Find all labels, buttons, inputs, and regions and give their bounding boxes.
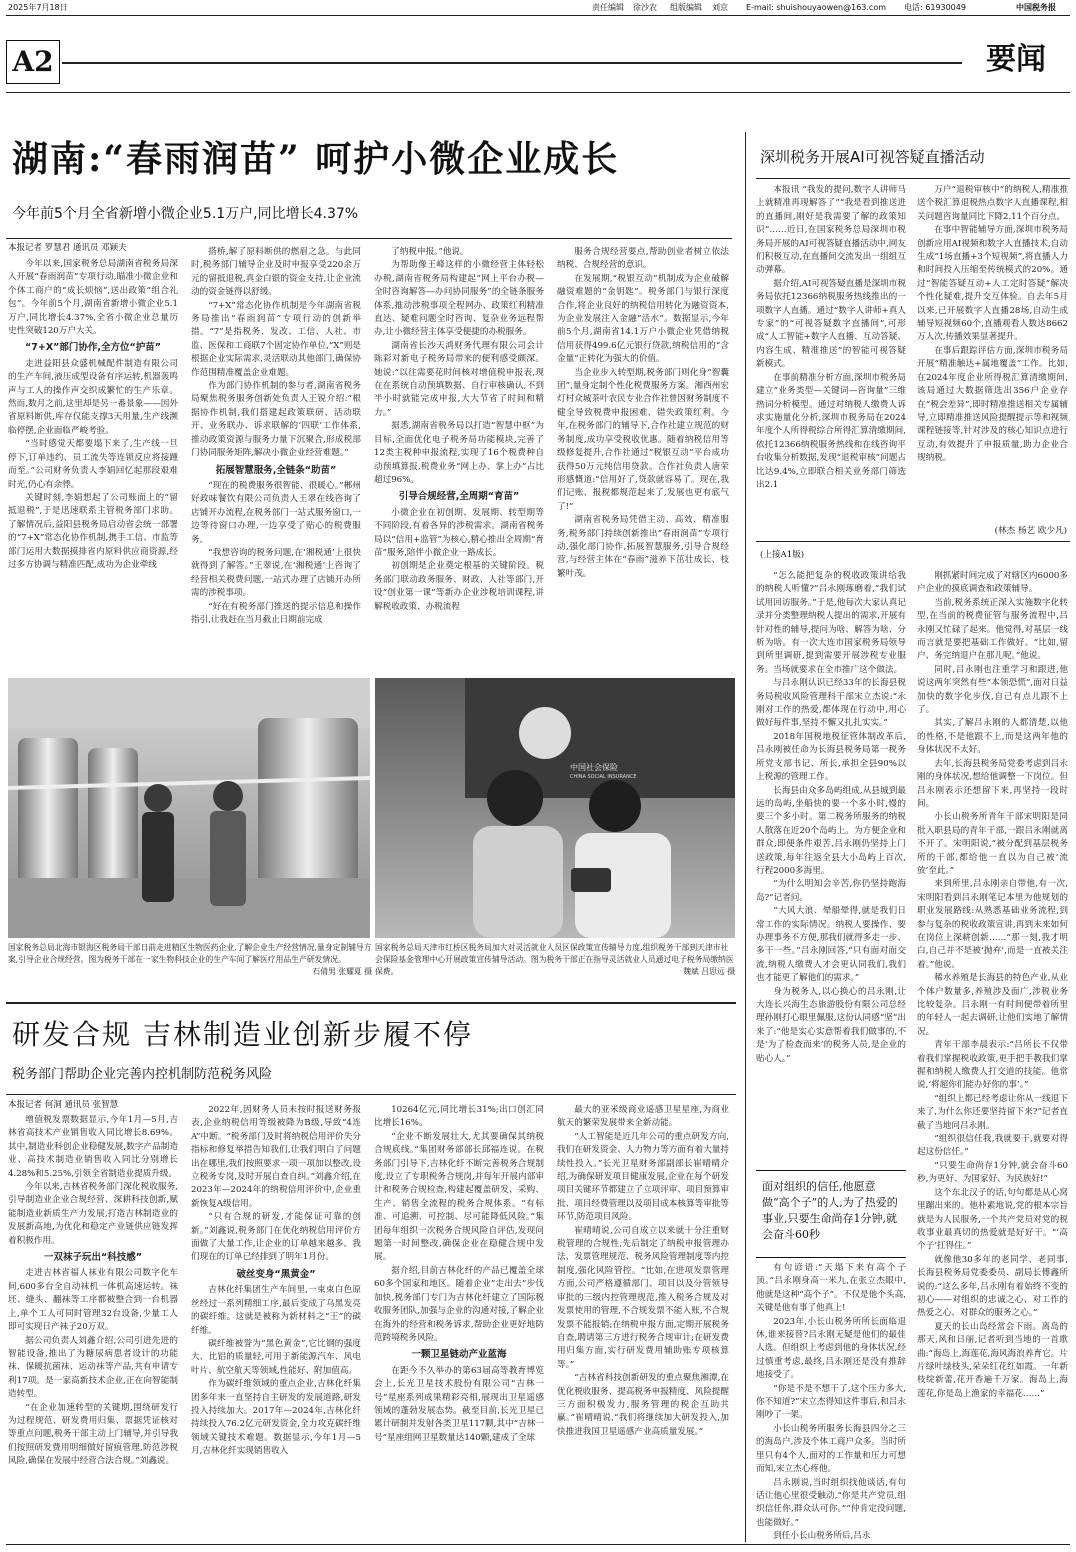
section-subhead: 一颗卫星链动产业蓝海: [411, 1349, 507, 1361]
paragraph: 最大的亚米级商业遥感卫星星座,为商业航天的繁荣发展带来全新动能。: [557, 1105, 729, 1129]
paragraph: 同时,吕永刚也注重学习和跟进,他说这两年突然有些“本领恐慌”,面对日益加快的数字化步伐,自己有点儿跟不上了。: [917, 664, 1068, 716]
paragraph: 夏天的长山岛经常会下雨。离岛的那天,风和日丽,记者听到当地的一首歌曲:“海岛上,海莲花,海风海浪养育它。片片绿叶绿枝头,朵朵红花红如霞。一年新枝绽新蕾,花开香遍千万家。海岛上,海莲花,你是岛上渔家的幸福花……”: [917, 1321, 1068, 1399]
section-subhead: “7+X”部门协作,全方位“护苗”: [25, 342, 161, 354]
paragraph: 在距今不久举办的第63届高等教育博览会上,长光卫星技术股份有限公司“吉林一号”星座系列成果精彩亮相,展现出卫星遥感领域的蓬勃发展态势。截至目前,长光卫星已累计研制并发射各类卫星117颗,其中“吉林一号”星座组网卫星数量达140颗,建成了全球: [374, 1365, 544, 1443]
right-column-2: [917, 184, 1068, 524]
paragraph: 长海县由众多岛屿组成,从县城到最远的岛屿,坐船快的要一个多小时,慢的要三个多小时。第二税务所服务的纳税人散落在近20个岛屿上。为方便企业和群众,即便条件艰苦,吕永刚仍坚持上门送政策,每年往返全县大小岛屿上百次,行程2000多海里。: [756, 785, 906, 876]
cont-column-1b: [756, 1262, 906, 1540]
paragraph: 今年以来,国家税务总局湖南省税务局深入开展“春雨润苗”专项行动,瞄准小微企业和个体工商户的“成长烦恼”,送出政策“组合礼包”。今年前5个月,湖南省新增小微企业5.1万户,同比增长4.37%,全省小微企业总量历史性突破120万户大关。: [8, 259, 178, 337]
paragraph: 初创期是企业奠定根基的关键阶段。税务部门联动政务服务、财政、人社等部门,开设“创业第一课”等新办企业涉税培训课程,讲解税收政策、办税流程: [374, 561, 544, 612]
paragraph: 本报讯 “我发的提问,数字人讲师马上就精准再现解答了”“我是看到推送进的直播间,刚好是我需要了解的政策知识”……近日,在国家税务总局深圳市税务局开展的AI可视答疑直播活动中,网友们积极互动,在直播间交流发出一组组互动弹幕。: [756, 185, 906, 276]
paragraph: 服务合规经营要点,帮助创业者树立依法纳税、合规经营的意识。: [557, 247, 729, 271]
paragraph: 小微企业在初创期、发展期、转型期等不同阶段,有着各异的涉税需求。湖南省税务局以“信用+监管”为核心,精心推出全周期“育苗”服务,陪伴小微企业一路成长。: [374, 507, 544, 558]
lead-column-2: [191, 246, 361, 668]
paragraph: 据公司负责人刘鑫介绍,公司引进先进的智能设备,推出了为糖尿病患者设计的功能袜、保暖抗菌袜、运动袜等产品,共有申请专利17项。是一家高新技术企业,正在向智能制造转型。: [8, 1335, 178, 1400]
header-rule: [6, 15, 1070, 16]
paragraph: 刚抓紧时间完成了对辖区内6000多户企业的摸底调查和政策辅导。: [917, 571, 1068, 595]
right-caption-text: 国家税务总局天津市红桥区税务局加大对灵活就业人员区保政策宣传辅导力度,组织税务干部到天津市社会保险基金管理中心开展政策宣传辅导活动。图为税务干部正在指导灵活就业人员通过电子税务局缴纳医保费。: [375, 943, 734, 976]
right-byline: (林杰 杨艺 欧少凡): [994, 526, 1067, 536]
editor-name: 徐沙农: [633, 3, 657, 12]
paragraph: “为什么明知会辛苦,你仍坚持跑海岛?”记者问。: [756, 879, 906, 903]
paragraph: “7+X”常态化协作机制是今年湖南省税务局推出“春雨润苗”专项行动的创新举措。“7”是指税务、发改、工信、人社、市监、医保和工商联7个固定协作单位,“X”则是根据企业实际需求,灵活联动其他部门,确保协作范围精准覆盖企业难题。: [191, 300, 361, 378]
continued-label: (上接A1版): [760, 550, 805, 560]
column-divider: [745, 132, 746, 1542]
paragraph: “吉林省科技创新研发的重点聚焦湘潭,在优化税收服务、提高税务申报精度、风险提醒三方面积极发力,服务管理的税企互助共赢。”崔晴晴说,“我们将继续加大研发投入,加快推进我国卫星遥感产业高质量发展。”: [557, 1373, 729, 1437]
paragraph: “好在有税务部门推送的提示信息和操作指引,让我赶在当月截止日期前完成: [191, 601, 361, 625]
paragraph: 小长山税务所青年干部宋明阳是同批入职县局的青年干部,一跟吕永刚就离不开了。宋明阳说,“被分配到基层税务所的干部,都给他一直以为自己被‘流放’至此。”: [917, 812, 1068, 876]
paragraph: 当企业步入转型期,税务部门则化身“智囊团”,量身定制个性化税费服务方案。湘西州宏灯村众城茶叶农民专业合作社曾因财务制度不健全导致税费申报困难、错失政策红利。今年,在税务部门的辅导下,合作社建立规范的财务制度,成功享受税收优惠。随着纳税信用等级修复提升,合作社通过“税银互动”平台成功获得50万元纯信用贷款。合作社负责人唐荣形感慨道:“信用好了,贷款就容易了。现在,我们记账、报税都规范起来了,发展也更有底气了!”: [557, 367, 729, 512]
pull-quote: 面对组织的信任,他愿意做“高个子”的人,为了热爱的事业,只要生命尚存1分钟,就会奋斗60秒: [756, 1170, 906, 1258]
second-column-2: [191, 1104, 361, 1540]
paragraph: “只要生命尚存1分钟,就会奋斗60秒,为更好、为国家好、为民族好!”: [917, 1160, 1068, 1185]
right-photo-caption: [375, 942, 735, 992]
paragraph: 今年以来,吉林省税务部门深化税收服务,引导制造业企业合规经营、深耕科技创新,赋能制造业新质生产力发展,打造吉林制造业的发展新高地,为优化和稳定产业链供应链发挥着积极作用。: [8, 1182, 178, 1246]
paragraph: 就像他30多年的老同学、老同事,长海县税务局党委委员、副局长傅鑫所说的:“这么多年,吕永刚有着始终不变的初心——对组织的忠诚之心、对工作的热爱之心、对群众的服务之心。”: [917, 1254, 1068, 1319]
footer-rule: [6, 1544, 1070, 1545]
photo-social-insurance: [375, 678, 735, 938]
paragraph: 青年干部李晨表示:“吕所长不仅带着我们掌握税收政策,更手把手教我们掌握和纳税人缴费人打交道的技能。他常说,‘将超你们能办好你的事’。”: [917, 1040, 1068, 1091]
paragraph: 湖南省税务局凭借主动、高效、精准服务,税务部门持续创新推出“春雨润苗”专项行动,强化部门协作,拓展智慧服务,引导合规经营,与经营主体在“春雨”滋养下茁壮成长、枝繁叶茂。: [557, 515, 729, 579]
paragraph: 在事前精准分析方面,深圳市税务局建立“业务类型—关键词—咨询量”三维热词分析模型。通过对纳税人缴费人诉求实施量化分析,深圳市税务局在2024年度个人所得税综合所得汇算清缴期间,依托12366纳税服务热线和在线咨询平台收集分析数据,发现“退税审核”问题占比达9.4%,立即联合相关业务部门筛选出2.1: [756, 372, 906, 490]
second-headline: 研发合规 吉林制造业创新步履不停: [12, 1018, 473, 1051]
paper-name: 中国税务报: [1016, 3, 1056, 12]
section-subhead: 拓展智慧服务,全链条“助苗”: [215, 464, 337, 476]
paragraph: 当前,税务系统正深入实施数字化转型,在当前的税费征管与服务流程中,吕永刚又忙碌了起来。他觉得,对基层一线而言就是要把基础工作做好。“比如,留户、务完纳退户在那儿呢。”他说。: [917, 597, 1068, 662]
layout-name: 刘京: [712, 3, 728, 12]
section-subhead: 一双袜子玩出“科技感”: [44, 1252, 142, 1264]
paragraph: “大风大浪、晕船晕得,就是我们日常工作的实际情况。纳税人要操作、要办理事务不方便,那我们就得多走一步、多干一些。”吕永刚回答,“只有面对面交流,纳税人缴费人才会更认同我们,我们也才能更了解他们的需求。”: [756, 906, 906, 984]
lead-subhead: 今年前5个月全省新增小微企业5.1万户,同比增长4.37%: [12, 206, 359, 222]
right-rule: [756, 178, 1070, 179]
paragraph: 2018年国税地税征管体制改革后,吕永刚被任命为长海县税务局第一税务所党支部书记、所长,承担全县90%以上税源的管理工作。: [756, 731, 906, 783]
paragraph: 10264亿元,同比增长31%;出口创汇同比增长16%。: [374, 1105, 544, 1129]
left-photo-caption: [8, 942, 372, 992]
paragraph: 为帮助像王峰这样的小微经营主体轻松办税,湖南省税务局构建起“网上平台办税—全时咨询解答—办问协同服务”的全链条服务体系,推动涉税事项全程网办、政策红利精准直达、疑难问题全时咨询、复杂业务远程帮办,让小微经营主体享受便捷的办税服务。: [374, 260, 544, 338]
photo-biotech-workshop: [8, 678, 370, 938]
paragraph: 稀水养殖是长海县的特色产业,从业个体户数量多,养殖涉及面广,涉税业务比较复杂。吕永刚一有时间便带着所里的年轻人一起去调研,让他们实地了解情况。: [917, 973, 1068, 1037]
paragraph: 身为税务人,以心换心的吕永刚,让大连长兴海生态旅游股份有限公司总经理孙刚打心眼里佩服,这份认同感“坚”出来了:“他是实心实意帮着我们做事的,不是‘为了检查而来’的税务人员,是企业的贴心人。”: [756, 986, 906, 1064]
cont-column-2: [917, 570, 1068, 1540]
paragraph: 到任小长山税务所后,吕永: [773, 1531, 871, 1540]
lead-column-1: [8, 258, 178, 668]
section-subhead: 破丝变身“黑黄金”: [236, 1268, 316, 1280]
paragraph: “在企业加速转型的关键期,围绕研发行为过程规范、研发费用归集、票据凭证核对等重点问题,税务干部主动上门辅导,并引导我们按照研发费用明细做好留痕管理,防范涉税风险,确保在发展中经营合法合规。”刘鑫说。: [8, 1402, 178, 1467]
paragraph: 来到所里,吕永刚亲自带他,有一次,宋明阳看到吕永刚笔记本里为他规划的职业发展路线:从熟悉基础业务流程,到参与复杂的税收政策宣讲,再到未来如何在岗位上深耕创新……“那一刻,我才明白,自己并不是被‘抛弃’,而是一直被关注着。”他说。: [917, 879, 1068, 970]
paragraph: 在事后跟踪评估方面,深圳市税务局开展“精准触达+属地覆盖”工作。比如,在2024年度企业所得税汇算清缴期间,该局通过大数据筛选出356户企业存在“税会差异”,即时精准推送相关专属辅导,立即精准推送风险提醒提示等和视频课程链接等,针对涉及的核心知识点进行互动,有效提升了申报质量,助力企业合规纳税。: [917, 345, 1068, 464]
paragraph: “组织上都已经考虑让你从一线退下来了,为什么你还要坚持留下来?”记者直截了当地问吕永刚。: [917, 1093, 1068, 1131]
paragraph: “人工智能是近几年公司的重点研发方向,我们在研发资金、人力物力等方面有着大量持续性投入。”长光卫星财务部副部长崔晴晴介绍,为确保研发项目健康发展,企业在每个研发项目关键环节都建立了立项评审、项目预算审批、项目经费管理以及项目成本核算等审批等环节,防范项目风险。: [557, 1131, 729, 1223]
section-title: 要闻: [986, 42, 1046, 77]
paragraph: 有句谚语:“天塌下来有高个子顶。”吕永刚身高一米九,在张立杰眼中,他就是这种“高个子”。不仅是他个头高,关键是他有事了他真上!: [756, 1263, 906, 1314]
lead-column-3: [374, 246, 544, 668]
section-rule: [62, 62, 962, 64]
paragraph: 去年,长海县税务局党委考虑到吕永刚的身体状况,想给他调整一下岗位。但吕永刚表示还想留下来,再坚持一段时间。: [917, 758, 1068, 809]
paragraph: 湖南省长沙天鸿财务代理有限公司会计陈彩对新电子税务局带来的便利感受颇深。她说:“以往需要花时间核对增值税申报表,现在在系统自动预填数据、自行审核确认,不到半小时就能完成申报,大大节省了时间和精力。”: [374, 340, 544, 418]
paragraph: 与吕永刚认识已经33年的长海县税务局税收风险管理科干部宋立杰说:“永刚对工作的热爱,都体现在行动中,用心做好每件事,坚持不懈又扎扎实实。”: [756, 678, 906, 729]
paragraph: “组织很信任我,我就要干,就要对得起这份信任。”: [917, 1134, 1068, 1158]
paragraph: “只有合规的研发,才能保证可靠的创新。”刘鑫说,税务部门在优化纳税信用评价方面做了大量工作,让企业的订单越来越多。我们现在的订单已经排到了明年1月份。: [191, 1212, 361, 1263]
right-column-1: [756, 184, 906, 534]
paragraph: 吉林化纤集团生产车间里,一束束白色原丝经过一系列精细工序,最后变成了乌黑发亮的碳纤维。这就是被称为新材料之“王”的碳纤维。: [191, 1285, 361, 1336]
second-column-3: [374, 1104, 544, 1540]
paragraph: 关键时刻,李娟想起了公司账面上的“留抵退税”,于是迅速联系主管税务部门求助。了解情况后,益阳县税务局启动省会统一部署的“7+X”常态化协作机制,携手工信、市监等部门运用大数据摸排省内原料供应商资源,经过多方协调与精准匹配,成功为企业牵线: [8, 492, 178, 570]
paragraph: “你是不是不想干了,这个压力多大,你不知道?”宋立杰得知这件事后,和吕永刚吵了一架。: [756, 1383, 906, 1421]
paragraph: 吕永刚说,当时组织找他谈话,有句话让他心里很受触动,“你是共产党员,组织信任你,群众认可你。”“仲肯定没问题,也能做好。”: [756, 1477, 906, 1528]
right-photo-credit: 魏斌 吕思远 摄: [683, 967, 735, 976]
page-number: A2: [6, 40, 60, 84]
lead-headline: 湖南:“春雨润苗” 呵护小微企业成长: [12, 138, 620, 180]
editor-label: 责任编辑: [592, 3, 624, 12]
section-subhead: 引导合规经营,全周期“育苗”: [398, 491, 520, 503]
layout-label: 组版编辑: [670, 3, 702, 12]
left-caption-text: 国家税务总局北海市银海区税务局干部日前走进精区生物医药企业,了解企业生产经营情况,量身定制辅导方案,引导企业合规经营。图为税务干部在一家生物科技企业的生产车间了解医疗用品生产研发情况。: [8, 943, 372, 964]
paragraph: 这个东北汉子的话,句句都是从心窝里蹦出来的。他朴素地说,党的根本宗旨就是为人民服务,一个共产党员对党的税收事业最真切的热爱就是好好干。“‘高个子’扛得住。”: [917, 1187, 1068, 1252]
section-underline: [6, 92, 1070, 93]
right-bottom-rule: [756, 541, 1070, 542]
paragraph: 2022年,因财务人员未按时报送财务报表,企业纳税信用等级被降为B级,导致“4连A”中断。“税务部门及时将纳税信用评价失分指标和修复举措告知我们,让我们明白了问题出在哪里,我们按照要求一项一项加以整改,设立税务专岗,及时开展自查自纠。”刘鑫介绍,在2023年—2024年的纳税信用评价中,企业重新恢复A级信用。: [191, 1105, 361, 1209]
paragraph: 其实,了解吕永刚的人都清楚,以他的性格,不是他跟不上,而是这两年他的身体状况不太好。: [917, 718, 1068, 756]
sign-text-en: CHINA SOCIAL INSURANCE: [570, 774, 637, 780]
second-subhead: 税务部门帮助企业完善内控机制防范税务风险: [12, 1067, 273, 1082]
paragraph: 在事中智能辅导方面,深圳市税务局创新应用AI视频和数字人直播技术,自动生成“1场直播+3个短视频”,将直播人力和时间投入压缩至传统模式的20%。通过“智能答疑互动+人工定时答疑”解决个性化疑难,提升交互体验。自去年5月以来,已开展数字人直播28场,自动生成辅导短视频60个,直播观看人数达8662万人次,传播效果显著提升。: [917, 225, 1068, 343]
lead-byline: 本报记者 罗慧君 通讯员 邓颖夫: [8, 243, 127, 253]
paragraph: 据悉,湖南省税务局以打造“智慧中枢”为目标,全面优化电子税务局功能模块,完善了12类主税种申报流程,实现了16个税费种自动预填算报,税费业务“网上办、掌上办”占比超过96%。: [374, 421, 544, 485]
paragraph: “我想咨询的税务问题,在‘湘税通’上很快就得到了解答。”王翠说,在‘湘税通’上咨询了经营相关税费问题,一站式办理了店铺开办所需的涉税事项。: [191, 547, 361, 599]
sign-text: 中国社会保险: [570, 763, 618, 772]
editor-email: E-mail: shuishouyaowen@163.com: [746, 3, 887, 12]
paragraph: “企业不断发展壮大,尤其要确保其纳税合规底线。”集团财务部部长邱福连说。在税务部门引导下,吉林化纤不断完善税务合规制度,设立了专职税务合规岗,并每年开展内部审计和税务合规检查,构建起覆盖研发、采购、生产、销售全流程的税务合规体系。“有标准、可追溯、可控制、尽可能降低风险。”集团每年组织一次税务合规风险自评估,发现问题第一时间整改,确保企业在稳健合规中发展。: [374, 1131, 544, 1263]
paragraph: 碳纤维被誉为“黑色黄金”,它比钢的强度大、比铝的质量轻,可用于新能源汽车、风电叶片、航空航天等领域,性能好、附加值高。: [191, 1338, 361, 1376]
lead-rule: [6, 238, 732, 239]
issue-date: 2025年7月18日: [8, 3, 68, 12]
second-column-1: [8, 1114, 178, 1540]
cont-column-1: [756, 570, 906, 1164]
right-headline: 深圳税务开展AI可视答疑直播活动: [760, 148, 985, 166]
left-photo-credit: 石倩男 张耀夏 摄: [312, 967, 372, 976]
paragraph: 在发展期,“税银互动”机制成为企业破解融资难题的“金钥匙”。税务部门与银行深度合作,将企业良好的纳税信用转化为融资资本,为企业发展注入金融“活水”。数据显示,今年前5个月,湖南省14.1万户小微企业凭借纳税信用获得499.6亿元银行贷款,纳税信用的“含金量”正转化为强大的价值。: [557, 273, 729, 365]
paragraph: 作为部门协作机制的参与者,湖南省税务局聚焦税务服务创新处负责人王锐介绍:“根据协作机制,我们搭建起政策联研、活动联开、业务联办、诉求联解的‘四联’工作体系,推动政策资源与服务力量下沉聚合,形成税部门协同服务矩阵,解决小微企业经营难题。”: [191, 381, 361, 459]
second-byline: 本报记者 何洞 通讯员 张智慧: [8, 1100, 119, 1110]
paragraph: 崔晴晴说,公司自成立以来就十分注重财税管理的合规性,先后制定了纳税申报管理办法、发票管理规范、税务风险管理制度等内控制度,强化风险管控。“比如,在进项发票管理方面,公司严格遵循部门、项目以及分管领导审批的三级内控管理规范,推入税务合规及对发票使用的管理,不合规发票不能入账,不合规发票不能报销;在纳税申报方面,定期开展税务自查,聘请第三方进行税务合规审计;在研发费用归集方面,实行研发费用辅助账专项核算等。”: [557, 1225, 729, 1370]
paragraph: “现在的税费服务很智能、很暖心。”郴州好政味餐饮有限公司负责人王翠在线咨询了店铺开办流程,在税务部门一站式服务窗口,一边等待窗口办理,一边享受了贴心的税费服务。: [191, 480, 361, 545]
second-top-rule: [6, 1002, 736, 1004]
paragraph: 搭桥,解了原料断供的燃眉之急。与此同时,税务部门辅导企业及时申报享受220余万元的留抵退税,真金白银的资金支持,让企业流动的资金链得以舒缓。: [191, 247, 361, 298]
paragraph: 据介绍,目前吉林化纤的产品已覆盖全球60多个国家和地区。随着企业“走出去”步伐加快,税务部门专门为吉林化纤建立了国际税收服务团队,加强与企业的沟通对接,了解企业在海外的经营和税务诉求,帮助企业更好地防范跨境税务风险。: [374, 1265, 544, 1343]
paragraph: 2023年,小长山税务所所长面临退休,谁来接替?吕永刚无疑是他们的最佳人选。但组织上考虑到他的身体状况,经过慎重考虑,最终,吕永刚还是没有推辞地接受了。: [756, 1316, 906, 1381]
paragraph: “怎么能把复杂的税收政策讲给我的纳税人听懂?”吕永刚琢磨着,“我们试试用回访服务。”于是,他每次大家认真记录并分类整理纳税人提出的需求,开展有针对性的辅导,提问为啥、解答为啥、分析为啥。有一次大连市国家税务局领导到所里调研,提到需要开展涉税专业服务。当场就要求在全市推广这个做法。: [756, 571, 906, 675]
paragraph: 走进吉林省福人袜业有限公司数字化车间,600多台全自动袜机一体机高速运转。袜坯、缝头、翻袜等工序都被整合到一台机器上,单个工人可同时管理32台设备,少量工人即可实现日产袜子20万双。: [8, 1268, 178, 1333]
paragraph: 万户“退税审核中”的纳税人,精准推送个税汇算退税热点数字人直播课程,相关问题咨询量同比下降2.11个百分点。: [917, 185, 1068, 222]
paragraph: “当时感觉天都要塌下来了,生产线一旦停下,订单违约、员工流失等连锁反应将接踵而至。”公司财务负责人李娟回忆起那段艰难时光,仍心有余悸。: [8, 439, 178, 490]
paragraph: 增值税发票数据显示,今年1月—5月,吉林省高技术产业销售收入同比增长8.69%。其中,制造业科创企业稳健发展,数字产品制造业、高技术制造业销售收入同比分别增长4.28%和5.25%,引领全省制造业提质升级。: [8, 1115, 178, 1179]
second-rule: [6, 1094, 736, 1095]
lead-column-4: [557, 246, 729, 668]
editor-phone: 电话: 61930049: [904, 3, 966, 12]
paragraph: 走进益阳县众盛机械配件制造有限公司的生产车间,液压成型设备有序运转,机器轰鸣声与工人的操作声交织成繁忙的生产乐章。然而,数月之前,这里却是另一番景象——因外省原料断供,库存仅能支撑3天用量,生产线濒临停摆,企业面临严峻考验。: [8, 358, 178, 436]
paragraph: 作为碳纤维领域的重点企业,吉林化纤集团多年来一直坚持自主研发的发展道路,研发投入持续加大。2017年—2024年,吉林化纤持续投入76.2亿元研发资金,全力攻克碳纤维领域关键技术难题。数据显示,今年1月—5月,吉林化纤实现销售收入: [191, 1379, 361, 1457]
paragraph: 了纳税申报。”他说。: [391, 247, 469, 257]
second-column-4: [557, 1104, 729, 1540]
paragraph: 小长山税务所服务长海县四分之三的海岛户,涉及个体工商户众多。当时所里只有4个人,面对的工作量和压力可想而知,宋立杰心疼他。: [756, 1423, 906, 1475]
paragraph: 据介绍,AI可视答疑直播是深圳市税务局依托12366纳税服务热线推出的一项数字人直播。通过“数字人讲师+真人专家”的“可视答疑数字直播间”,可形成“人工智能+数字人直播、互动答疑、内容生成、精准推送”的智能可视答疑新模式。: [756, 278, 906, 370]
